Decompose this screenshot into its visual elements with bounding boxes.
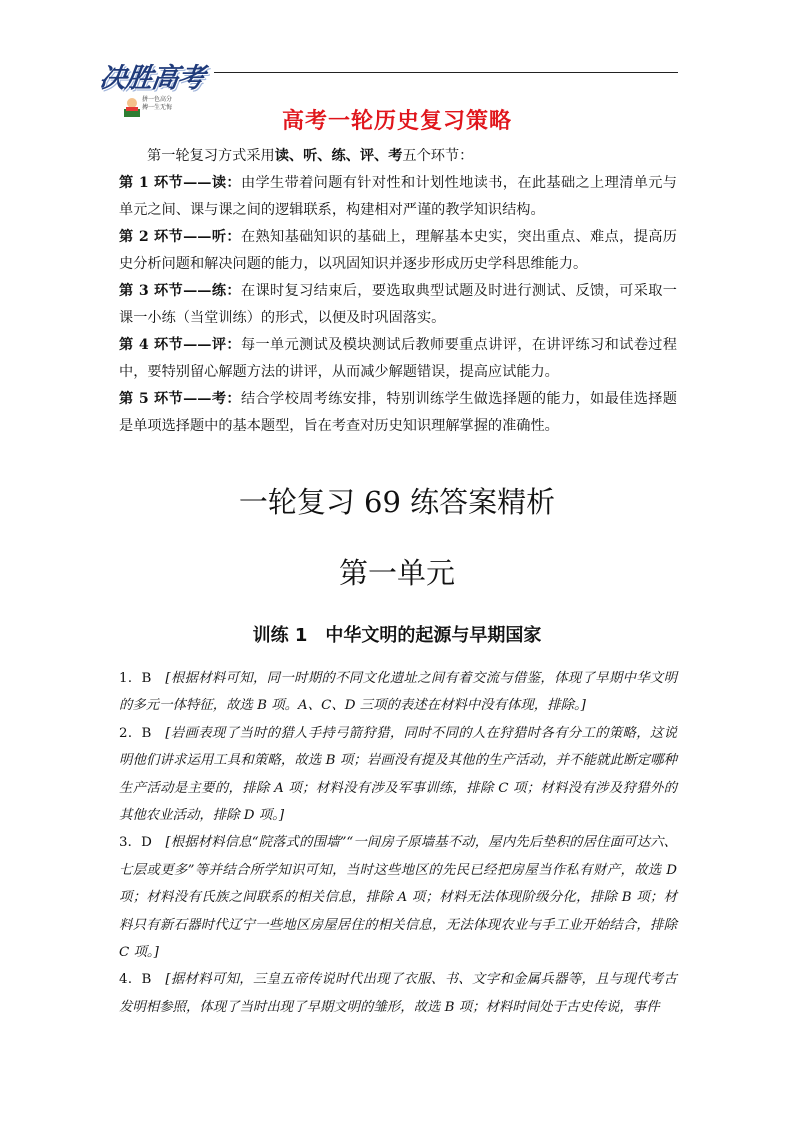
step-label: 第 2 环节——听： [119, 229, 241, 245]
intro-paragraph [119, 143, 677, 170]
answer-explanation: [根据材料可知，同一时期的不同文化遗址之间有着交流与借鉴，体现了早期中华文明的多元一体特征，故选 B 项。A、C、D 三项的表述在材料中没有体现，排除。] [119, 671, 677, 714]
step-label: 第 4 环节——评： [119, 337, 241, 353]
answer-item [119, 720, 677, 830]
step-paragraph [119, 332, 677, 386]
answer-number: 3．D [119, 835, 152, 851]
answer-number: 1．B [119, 671, 152, 686]
answer-list [119, 665, 677, 1021]
intro-prefix: 第一轮复习方式采用 [147, 148, 275, 164]
step-label: 第 1 环节——读： [119, 175, 241, 191]
document-title: 高考一轮历史复习策略 [281, 109, 512, 134]
unit-title: 第一单元 [338, 556, 455, 590]
answer-explanation: [据材料可知，三皇五帝传说时代出现了衣服、书、文字和金属兵器等，且与现代考古发明相参照，体现了当时出现了早期文明的雏形，故选 B 项；材料时间处于古史传说，事件 [119, 972, 677, 1015]
step-text: 由学生带着问题有针对性和计划性地读书，在此基础之上理清单元与单元之间、课与课之间的逻辑联系，构建相对严谨的教学知识结构。 [119, 175, 677, 218]
step-text: 在熟知基础知识的基础上，理解基本史实，突出重点、难点，提高历史分析问题和解决问题的能力，以巩固知识并逐步形成历史学科思维能力。 [119, 229, 677, 272]
exercise-title: 训练 1 中华文明的起源与早期国家 [252, 625, 542, 646]
answer-item [119, 966, 677, 1021]
step-paragraph [119, 224, 677, 278]
answer-explanation: [岩画表现了当时的猎人手持弓箭狩猎，同时不同的人在狩猎时各有分工的策略，这说明他们讲求运用工具和策略，故选 B 项；岩画没有提及其他的生产活动，并不能就此断定哪种生产活动是主要的，排除 A 项；材料没有涉及军事训练，排除 C 项；材料没有涉及狩猎外的其他农业活动，排除 D 项。] [119, 725, 677, 824]
strategy-text [119, 143, 677, 440]
step-text: 每一单元测试及模块测试后教师要重点讲评，在讲评练习和试卷过程中，要特别留心解题方法的讲评，从而减少解题错误，提高应试能力。 [119, 337, 677, 380]
step-text: 在课时复习结束后，要选取典型试题及时进行测试、反馈，可采取一课一小练（当堂训练）的形式，以便及时巩固落实。 [119, 283, 677, 326]
step-label: 第 5 环节——考： [119, 391, 241, 407]
answer-item [119, 829, 677, 966]
step-paragraph [119, 386, 677, 440]
answer-explanation: [根据材料信息“院落式的围墙”“一间房子原墙基不动，屋内先后垫积的居住面可达六、七层或更多”等并结合所学知识可知，当时这些地区的先民已经把房屋当作私有财产，故选 D 项；材料没有氏族之间联系的相关信息，排除 A 项；材料无法体现阶级分化，排除 B 项；材料只有新石器时代辽宁一些地区房屋居住的相关信息，无法体现农业与手工业开始结合，排除 C 项。] [119, 835, 677, 961]
answer-number: 4．B [119, 972, 152, 988]
logo-motto: 拼一色高分 搏一生无悔 [142, 96, 173, 111]
logo-text: 决胜高考 [97, 63, 206, 94]
intro-bold: 读、听、练、评、考 [274, 148, 403, 164]
step-paragraph [119, 170, 677, 224]
answer-item [119, 665, 677, 720]
step-label: 第 3 环节——练： [119, 283, 241, 299]
step-text: 结合学校周考练安排，特别训练学生做选择题的能力，如最佳选择题是单项选择题中的基本题型，旨在考查对历史知识理解掌握的准确性。 [119, 391, 677, 434]
answer-number: 2．B [119, 725, 152, 741]
header-divider [214, 72, 678, 73]
main-section-title: 一轮复习 69 练答案精析 [238, 485, 556, 519]
intro-suffix: 五个环节： [402, 148, 474, 164]
step-paragraph [119, 278, 677, 332]
